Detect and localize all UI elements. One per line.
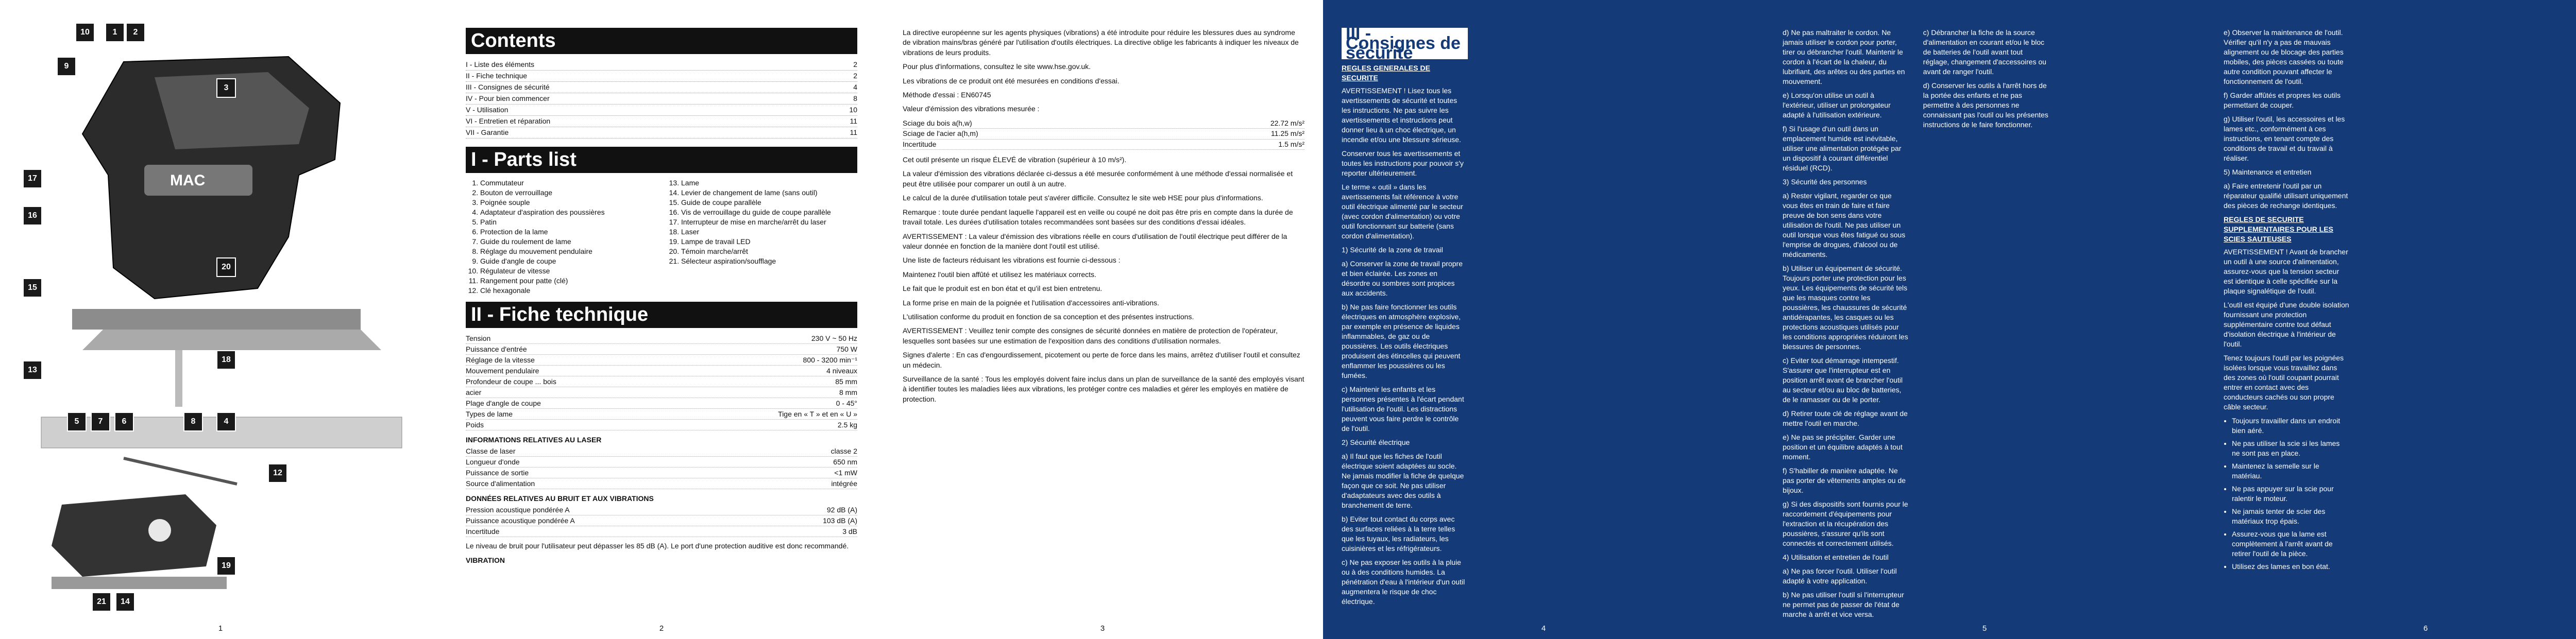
vibration-heading: VIBRATION — [466, 556, 505, 564]
paragraph: g) Utiliser l'outil, les accessoires et les lames etc., conformément à ces instructions, en tenant compte des conditions de travail et du travail à réaliser. — [2224, 115, 2345, 162]
paragraph: La forme prise en main de la poignée et l'utilisation d'accessoires anti-vibrations. — [903, 298, 1159, 307]
page-safety-2 — [1764, 0, 2205, 639]
tech-table — [466, 333, 857, 430]
laser-row: Puissance de sortie <1 mW — [466, 468, 857, 478]
paragraph: Les vibrations de ce produit ont été mesurées en conditions d'essai. — [903, 76, 1120, 85]
callout-15: 15 — [23, 278, 42, 298]
toc-item: III - Consignes de sécurité 4 — [466, 82, 857, 93]
paragraph: Une liste de facteurs réduisant les vibrations est fournie ci-dessous : — [903, 256, 1121, 265]
paragraph: AVERTISSEMENT : Veuillez tenir compte des consignes de sécurité données en matière de protection de l'opérateur, lesquelles sont basées sur une estimation de l'exposition dans des conditions d'utilisation normales. — [903, 326, 1278, 345]
page-number-1: 1 — [218, 624, 223, 633]
paragraph: e) Lorsqu'on utilise un outil à l'extérieur, utiliser un prolongateur adapté à l'utilisation extérieure. — [1783, 91, 1891, 119]
svg-text:MAC: MAC — [170, 172, 206, 189]
list-item: • Maintenez la semelle sur le matériau. — [2232, 461, 2350, 481]
paragraph: c) Eviter tout démarrage intempestif. S'assurer que l'interrupteur est en position arrêt avant de brancher l'outil au secteur et/ou au bloc de batteries, de le ramasser ou de le porter. — [1783, 356, 1903, 404]
list-item: • Assurez-vous que la lame est complètement à l'arrêt avant de retirer l'outil de la pièce. — [2232, 529, 2350, 559]
laser-row: Longueur d'onde 650 nm — [466, 457, 857, 468]
tech-row: acier 8 mm — [466, 387, 857, 398]
paragraph: L'utilisation conforme du produit en fonction de sa conception et des présentes instructions. — [903, 312, 1194, 321]
page-number-3: 3 — [1100, 624, 1105, 633]
paragraph: b) Ne pas utiliser l'outil si l'interrupteur ne permet pas de passer de l'état de marche à arrêt et vice versa. — [1783, 591, 1904, 618]
contents-title: Contents — [466, 28, 857, 54]
paragraph: Pour plus d'informations, consultez le site www.hse.gov.uk. — [903, 62, 1091, 71]
parts-col-2: 13. Lame 14. Levier de changement de lame (sans outil) 15. Guide de coupe parallèle 16. Vis de verrouillage du guide de coupe parallèle 17. Interrupteur de mise en marche/arrêt du laser 18. Laser 19. Lampe de travail LED 20. Témoin marche/arrêt 21. Sélecteur aspiration/soufflage — [667, 178, 857, 296]
callout-2: 2 — [126, 23, 145, 42]
paragraph: Le fait que le produit est en bon état et qu'il est bien entretenu. — [903, 284, 1103, 293]
toc-item: V - Utilisation 10 — [466, 105, 857, 116]
callout-7: 7 — [91, 412, 110, 431]
callout-16: 16 — [23, 206, 42, 226]
paragraph: La directive européenne sur les agents physiques (vibrations) a été introduite pour réduire les blessures dues au syndrome de vibration mains/bras généré par l'utilisation d'outils électriques. La directive oblige les fabricants à indiquer les niveaux de vibrations de leurs produits. — [903, 28, 1299, 57]
paragraph: a) Ne pas forcer l'outil. Utiliser l'outil adapté à votre application. — [1783, 567, 1897, 585]
vibration-spec: Sciage du bois a(h,w) 22.72 m/s² — [903, 118, 1304, 129]
parts-title: I - Parts list — [466, 147, 857, 173]
vibration-spec: Sciage de l'acier a(h,m) 11.25 m/s² — [903, 129, 1304, 139]
paragraph: Remarque : toute durée pendant laquelle l'appareil est en veille ou coupé ne doit pas être pris en compte dans la durée de travail totale. Les durées d'utilisation totales recommandées sont basées sur des conditions d'essai idéales. — [903, 208, 1293, 227]
paragraph: Tenez toujours l'outil par les poignées isolées lorsque vous travaillez dans des zones où l'outil coupant pourrait entrer en contact avec des conducteurs cachés ou son propre câble secteur. — [2224, 354, 2344, 411]
paragraph: c) Ne pas exposer les outils à la pluie ou à des conditions humides. La pénétration d'eau à l'intérieur d'un outil augmentera le risque de choc électrique. — [1342, 558, 1465, 606]
page-contents — [441, 0, 882, 639]
paragraph: L'outil est équipé d'une double isolation fournissant une protection supplémentaire contre tout défaut d'isolation électrique à l'intérieur de l'outil. — [2224, 301, 2349, 348]
tech-row: Profondeur de coupe ... bois 85 mm — [466, 376, 857, 387]
paragraph: 3) Sécurité des personnes — [1783, 178, 1867, 186]
tech-row: Poids 2.5 kg — [466, 420, 857, 430]
tech-row: Plage d'angle de coupe 0 - 45° — [466, 398, 857, 409]
noise-note: Le niveau de bruit pour l'utilisateur peut dépasser les 85 dB (A). Le port d'une protection auditive est donc recommandé. — [466, 542, 849, 550]
paragraph: AVERTISSEMENT ! Avant de brancher un outil à une source d'alimentation, assurez-vous que la tension secteur est identique à celle spécifiée sur la plaque signalétique de l'outil. — [2224, 248, 2348, 295]
tech-row: Mouvement pendulaire 4 niveaux — [466, 366, 857, 376]
paragraph: c) Débrancher la fiche de la source d'alimentation en courant et/ou le bloc de batteries de l'outil avant tout réglage, changement d'accessoires ou avant de ranger l'outil. — [1923, 28, 2046, 76]
callout-14: 14 — [115, 592, 135, 612]
noise-row: Incertitude 3 dB — [466, 526, 857, 537]
page-safety-1 — [1323, 0, 1764, 639]
paragraph: a) Faire entretenir l'outil par un réparateur qualifié utilisant uniquement des pièces de rechange identiques. — [2224, 182, 2348, 210]
toc-item: VI - Entretien et réparation 11 — [466, 116, 857, 127]
safety-bullets — [2224, 416, 2350, 572]
callout-3: 3 — [216, 78, 236, 98]
paragraph: b) Ne pas faire fonctionner les outils électriques en atmosphère explosive, par exemple en présence de liquides inflammables, de gaz ou de poussières. Les outils électriques produisent des étincelles qui peuvent enflammer les poussières ou les fumées. — [1342, 303, 1461, 379]
tech-row: Tension 230 V ~ 50 Hz — [466, 333, 857, 344]
toc-item: I - Liste des éléments 2 — [466, 59, 857, 71]
page-number-2: 2 — [659, 624, 664, 633]
paragraph: e) Ne pas se précipiter. Garder une position et un équilibre adaptés à tout moment. — [1783, 433, 1903, 461]
laser-row: Source d'alimentation intégrée — [466, 478, 857, 489]
callout-17: 17 — [23, 169, 42, 188]
parts-col-1: 1. Commutateur 2. Bouton de verrouillage 3. Poignée souple 4. Adaptateur d'aspiration des poussières 5. Patin 6. Protection de la lame 7. Guide du roulement de lame 8. Réglage du mouvement pendulaire 9. Guide d'angle de coupe 10. Régulateur de vitesse 11. Rangement pour patte (clé) 12. Clé hexagonale — [466, 178, 656, 296]
callout-21: 21 — [92, 592, 111, 612]
paragraph: Valeur d'émission des vibrations mesurée : — [903, 105, 1040, 113]
list-item: • Utilisez des lames en bon état. — [2232, 562, 2350, 572]
paragraph: f) Si l'usage d'un outil dans un emplacement humide est inévitable, utiliser une alimentation protégée par un dispositif à courant différentiel résiduel (RCD). — [1783, 125, 1902, 172]
jigsaw-diagram — [21, 21, 422, 608]
callout-1: 1 — [105, 23, 125, 42]
paragraph: Méthode d'essai : EN60745 — [903, 91, 991, 99]
list-item: • Toujours travailler dans un endroit bien aéré. — [2232, 416, 2350, 436]
page-number-5: 5 — [1982, 624, 1987, 633]
page-number-6: 6 — [2423, 624, 2428, 633]
paragraph: Surveillance de la santé : Tous les employés doivent faire inclus dans un plan de surveillance de la santé des employés visant à identifier toutes les maladies liées aux vibrations, les protéger contre ces maladies et gérer les employés en matière de protection. — [903, 374, 1304, 403]
callout-20: 20 — [216, 257, 236, 277]
toc-item: IV - Pour bien commencer 8 — [466, 93, 857, 105]
callout-12: 12 — [268, 463, 287, 483]
vibration-spec: Incertitude 1.5 m/s² — [903, 140, 1304, 150]
noise-row: Pression acoustique pondérée A 92 dB (A) — [466, 505, 857, 515]
paragraph: La valeur d'émission des vibrations déclarée ci-dessus a été mesurée conformément à une méthode d'essai normalisée et peut être utilisée pour comparer un outil à un autre. — [903, 169, 1293, 188]
tech-row: Puissance d'entrée 750 W — [466, 344, 857, 355]
paragraph: Signes d'alerte : En cas d'engourdissement, picotement ou perte de force dans les mains, arrêtez d'utiliser l'outil et consultez un médecin. — [903, 351, 1300, 369]
list-item: • Ne pas appuyer sur la scie pour ralentir le moteur. — [2232, 484, 2350, 504]
noise-heading: DONNÉES RELATIVES AU BRUIT ET AUX VIBRATIONS — [466, 494, 654, 503]
callout-6: 6 — [114, 412, 134, 431]
paragraph: d) Retirer toute clé de réglage avant de mettre l'outil en marche. — [1783, 409, 1908, 427]
paragraph: b) Utiliser un équipement de sécurité. Toujours porter une protection pour les yeux. Les équipements de sécurité tels que les masques contre les poussières, les chaussures de sécurité antidérapantes, les casques ou les protections acoustiques utilisés pour les conditions appropriées réduiront les blessures de personnes. — [1783, 264, 1908, 351]
paragraph: d) Ne pas maltraiter le cordon. Ne jamais utiliser le cordon pour porter, tirer ou débrancher l'outil. Maintenir le cordon à l'écart de la chaleur, du lubrifiant, des arêtes ou des parties en mouvement. — [1783, 28, 1905, 85]
safety-title: III - Consignes de sécurité — [1342, 28, 1468, 59]
paragraph: 2) Sécurité électrique — [1342, 438, 1410, 446]
paragraph: 4) Utilisation et entretien de l'outil — [1783, 553, 1889, 561]
safety-heading: REGLES GENERALES DE SECURITE — [1342, 64, 1430, 82]
paragraph: 5) Maintenance et entretien — [2224, 168, 2312, 176]
tech-title: II - Fiche technique — [466, 302, 857, 328]
paragraph: a) Conserver la zone de travail propre et bien éclairée. Les zones en désordre ou sombres sont propices aux accidents. — [1342, 260, 1463, 297]
callout-19: 19 — [216, 556, 236, 576]
list-item: • Ne pas utiliser la scie si les lames ne sont pas en place. — [2232, 439, 2350, 458]
paragraph: AVERTISSEMENT ! Lisez tous les avertissements de sécurité et toutes les instructions. Ne pas suivre les avertissements et instructions peut donner lieu à un choc électrique, un incendie et/ou une blessure sérieuse. — [1342, 87, 1461, 144]
paragraph: Le terme « outil » dans les avertissements fait référence à votre outil électrique alimenté par le secteur (avec cordon d'alimentation) ou votre outil fonctionnant sur batterie (sans cordon d'alimentation). — [1342, 183, 1463, 240]
paragraph: AVERTISSEMENT : La valeur d'émission des vibrations réelle en cours d'utilisation de l'outil électrique peut différer de la valeur donnée en fonction de la manière dont l'outil est utilisé. — [903, 232, 1287, 250]
page-number-4: 4 — [1541, 624, 1546, 633]
paragraph: b) Eviter tout contact du corps avec des surfaces reliées à la terre telles que les tuyaux, les radiateurs, les cuisinières et les réfrigérateurs. — [1342, 515, 1455, 552]
page-safety-3 — [2205, 0, 2576, 639]
paragraph: c) Maintenir les enfants et les personnes présentes à l'écart pendant l'utilisation de l'outil. Les distractions peuvent vous faire perdre le contrôle de l'outil. — [1342, 385, 1464, 433]
callout-4: 4 — [216, 412, 236, 431]
laser-row: Classe de laser classe 2 — [466, 446, 857, 457]
safety-heading: REGLES DE SECURITE SUPPLEMENTAIRES POUR LES SCIES SAUTEUSES — [2224, 215, 2333, 243]
paragraph: g) Si des dispositifs sont fournis pour le raccordement d'équipements pour l'extraction et la récupération des poussières, s'assurer qu'ils sont connectés et correctement utilisés. — [1783, 500, 1908, 547]
laser-heading: INFORMATIONS RELATIVES AU LASER — [466, 436, 602, 444]
page-vibration — [882, 0, 1323, 639]
paragraph: Conserver tous les avertissements et toutes les instructions pour pouvoir s'y reporter ultérieurement. — [1342, 149, 1464, 177]
list-item: • Ne jamais tenter de scier des matériaux trop épais. — [2232, 507, 2350, 526]
toc-list — [466, 59, 857, 139]
tech-row: Réglage de la vitesse 800 - 3200 min⁻¹ — [466, 355, 857, 366]
callout-5: 5 — [67, 412, 87, 431]
noise-row: Puissance acoustique pondérée A 103 dB (A) — [466, 515, 857, 526]
callout-13: 13 — [23, 360, 42, 380]
paragraph: Le calcul de la durée d'utilisation totale peut s'avérer difficile. Consultez le site web HSE pour plus d'informations. — [903, 194, 1263, 202]
paragraph: f) Garder affûtés et propres les outils permettant de couper. — [2224, 91, 2341, 109]
toc-item: II - Fiche technique 2 — [466, 71, 857, 82]
parts-list — [466, 178, 857, 296]
toc-item: VII - Garantie 11 — [466, 127, 857, 139]
callout-10: 10 — [75, 23, 95, 42]
callout-18: 18 — [216, 350, 236, 370]
paragraph: Maintenez l'outil bien affûté et utilisez les matériaux corrects. — [903, 270, 1096, 279]
page-diagram — [0, 0, 441, 639]
paragraph: d) Conserver les outils à l'arrêt hors de la portée des enfants et ne pas permettre à des personnes ne connaissant pas l'outil ou les présentes instructions de le faire fonctionner. — [1923, 81, 2048, 129]
paragraph: Cet outil présente un risque ÉLEVÉ de vibration (supérieur à 10 m/s²). — [903, 156, 1127, 164]
paragraph: a) Rester vigilant, regarder ce que vous êtes en train de faire et faire preuve de bon sens dans votre utilisation de l'outil. Ne pas utiliser un outil lorsque vous êtes fatigué ou sous l'emprise de drogues, d'alcool ou de médicaments. — [1783, 192, 1906, 258]
callout-9: 9 — [57, 57, 76, 76]
paragraph: 1) Sécurité de la zone de travail — [1342, 246, 1443, 254]
paragraph: a) Il faut que les fiches de l'outil électrique soient adaptées au socle. Ne jamais modifier la fiche de quelque façon que ce soit. Ne pas utiliser d'adaptateurs avec des outils à branchement de terre. — [1342, 452, 1464, 509]
tech-row: Types de lame Tige en « T » et en « U » — [466, 409, 857, 420]
paragraph: e) Observer la maintenance de l'outil. Vérifier qu'il n'y a pas de mauvais alignement ou de blocage des parties mobiles, des pièces cassées ou toute autre condition pouvant affecter le fonctionnement de l'outil. — [2224, 28, 2344, 85]
paragraph: f) S'habiller de manière adaptée. Ne pas porter de vêtements amples ou de bijoux. — [1783, 467, 1906, 494]
callout-8: 8 — [183, 412, 203, 431]
